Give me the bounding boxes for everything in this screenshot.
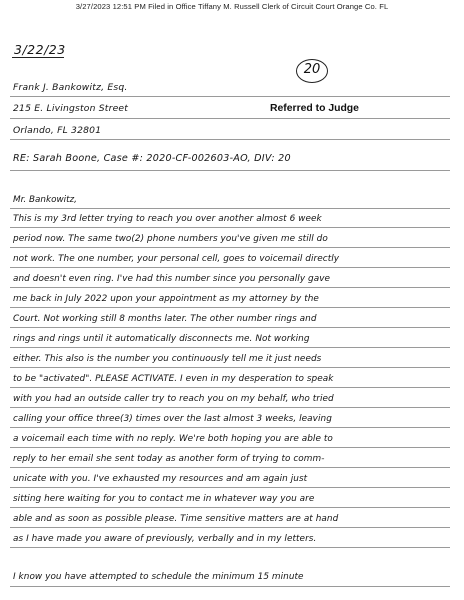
body-line: period now. The same two(2) phone numbers you've given me still do xyxy=(13,234,328,244)
body-line: able and as soon as possible please. Time sensitive matters are at hand xyxy=(13,514,339,524)
date-underline xyxy=(12,57,64,58)
ruled-line xyxy=(10,586,450,587)
ruled-line xyxy=(10,139,450,140)
body-line: sitting here waiting for you to contact me in whatever way you are xyxy=(13,494,315,504)
body-line: This is my 3rd letter trying to reach you over another almost 6 week xyxy=(13,214,322,224)
body-line: a voicemail each time with no reply. We're both hoping you are able to xyxy=(13,434,333,444)
ruled-line xyxy=(10,227,450,228)
address-line-street: 215 E. Livingston Street xyxy=(13,103,129,114)
body-line: unicate with you. I've exhausted my resources and am again just xyxy=(13,474,308,484)
body-line: me back in July 2022 upon your appointment as my attorney by the xyxy=(13,294,319,304)
ruled-line xyxy=(10,327,450,328)
body-line: as I have made you aware of previously, verbally and in my letters. xyxy=(13,534,317,544)
ruled-line xyxy=(10,170,450,171)
ruled-line xyxy=(10,247,450,248)
ruled-line xyxy=(10,527,450,528)
body-line: and doesn't even ring. I've had this number since you personally gave xyxy=(13,274,331,284)
ruled-line xyxy=(10,507,450,508)
body-line: Court. Not working still 8 months later. The other number rings and xyxy=(13,314,317,324)
ruled-line xyxy=(10,387,450,388)
body-line: reply to her email she sent today as another form of trying to comm- xyxy=(13,454,325,464)
body-line: to be "activated". PLEASE ACTIVATE. I even in my desperation to speak xyxy=(13,374,334,384)
ruled-line xyxy=(10,347,450,348)
address-line-name: Frank J. Bankowitz, Esq. xyxy=(13,82,128,93)
letter-date: 3/22/23 xyxy=(14,42,66,57)
page-number: 20 xyxy=(303,62,321,77)
ruled-line xyxy=(10,287,450,288)
ruled-line xyxy=(10,447,450,448)
ruled-line xyxy=(10,407,450,408)
body-line: with you had an outside caller try to reach you on my behalf, who tried xyxy=(13,394,334,404)
body-line: not work. The one number, your personal cell, goes to voicemail directly xyxy=(13,254,340,264)
body-line: rings and rings until it automatically disconnects me. Not working xyxy=(13,334,310,344)
ruled-line xyxy=(10,267,450,268)
body-line: either. This also is the number you continuously tell me it just needs xyxy=(13,354,322,364)
body-line: calling your office three(3) times over the last almost 3 weeks, leaving xyxy=(13,414,332,424)
ruled-line xyxy=(10,118,450,119)
ruled-line xyxy=(10,487,450,488)
ruled-line xyxy=(10,427,450,428)
re-line: RE: Sarah Boone, Case #: 2020-CF-002603-AO, DIV: 20 xyxy=(13,153,291,164)
address-line-city: Orlando, FL 32801 xyxy=(13,125,102,136)
ruled-line xyxy=(10,547,450,548)
filing-header-stamp: 3/27/2023 12:51 PM Filed in Office Tiffany M. Russell Clerk of Circuit Court Orange Co. FL xyxy=(75,2,389,11)
salutation: Mr. Bankowitz, xyxy=(13,195,77,205)
referred-to-judge-stamp: Referred to Judge xyxy=(270,103,359,114)
closing-line: I know you have attempted to schedule the minimum 15 minute xyxy=(13,572,304,582)
ruled-line xyxy=(10,307,450,308)
ruled-line xyxy=(10,96,450,97)
ruled-line xyxy=(10,367,450,368)
ruled-line xyxy=(10,467,450,468)
ruled-line xyxy=(10,208,450,209)
